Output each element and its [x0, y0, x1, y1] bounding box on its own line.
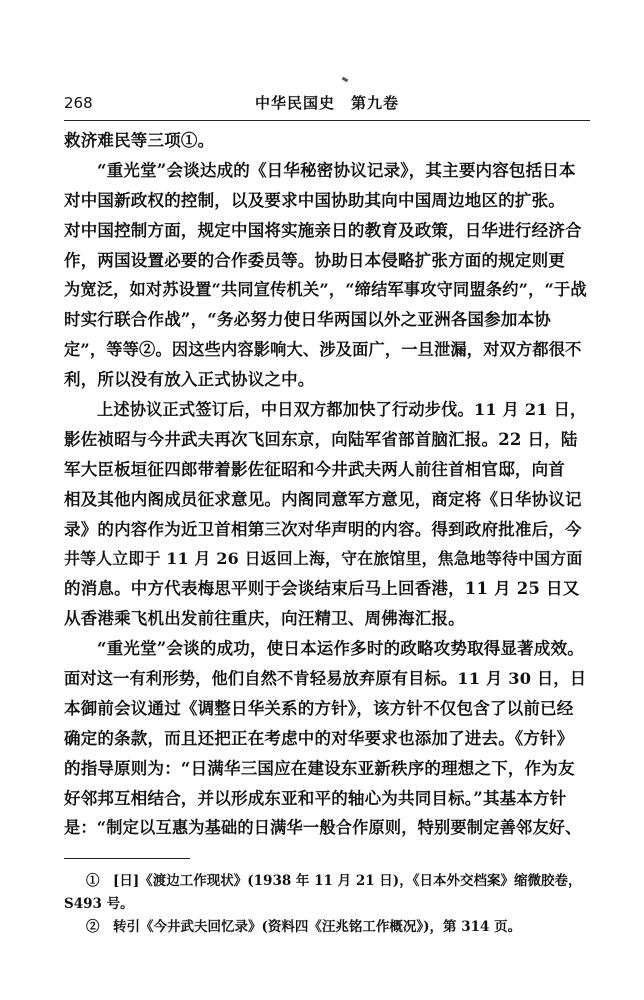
text-line: 是：“制定以互惠为基础的日满华一般合作原则，特别要制定善邻友好、 [64, 818, 582, 838]
text-line: 对中国控制方面，规定中国将实施亲日的教育及政策，日华进行经济合 [64, 220, 582, 240]
text-line: 确定的条款，而且还把正在考虑中的对华要求也添加了进去。《方针》 [64, 728, 574, 748]
running-title: 中华民国史 第九卷 [254, 94, 399, 112]
page-header [64, 92, 590, 118]
text-line: 影佐祯昭与今井武夫再次飞回东京，向陆军省部首脑汇报。22 日，陆 [64, 429, 578, 449]
text-line: 井等人立即于 11 月 26 日返回上海，守在旅馆里，焦急地等待中国方面 [64, 549, 583, 569]
footnote-line: S493 号。 [64, 896, 134, 912]
footnotes [64, 870, 590, 939]
text-line: 为宽泛，如对苏设置“共同宣传机关”，“缔结军事攻守同盟条约”，“于战 [64, 280, 587, 300]
text-line: 时实行联合作战”，“务必努力使日华两国以外之亚洲各国参加本协 [64, 310, 551, 330]
text-line: 军大臣板垣征四郎带着影佐征昭和今井武夫两人前往首相官邸，向首 [64, 459, 565, 479]
text-line: 利，所以没有放入正式协议之中。 [64, 370, 315, 390]
text-line: 本御前会议通过《调整日华关系的方针》，该方针不仅包含了以前已经 [64, 698, 574, 718]
footnote-line: ② 转引《今井武夫回忆录》(资料四《汪兆铭工作概况》)，第 314 页。 [86, 919, 522, 935]
footnote-line: ① [日]《渡边工作现状》(1938 年 11 月 21 日)，《日本外交档案》缩微胶卷， [86, 873, 582, 889]
text-line: “重光堂”会谈达成的《日华秘密协议记录》，其主要内容包括日本 [97, 160, 576, 180]
text-line: 救济难民等三项①。 [64, 131, 215, 150]
header-rule [64, 120, 590, 121]
text-line: 的指导原则为：“日满华三国应在建设东亚新秩序的理想之下，作为友 [64, 758, 575, 778]
text-line: “重光堂”会谈的成功，使日本运作多时的政略攻势取得显著成效。 [97, 639, 584, 659]
text-line: 定”，等等②。因这些内容影响大、涉及面广，一旦泄漏，对双方都很不 [64, 340, 582, 360]
text-line: 上述协议正式签订后，中日双方都加快了行动步伐。11 月 21 日， [97, 400, 587, 420]
footnote-rule [64, 858, 190, 859]
text-line: 面对这一有利形势，他们自然不肯轻易放弃原有目标。11 月 30 日，日 [64, 669, 587, 689]
text-line: 对中国新政权的控制，以及要求中国协助其向中国周边地区的扩张。 [64, 190, 565, 210]
text-line: 好邻邦互相结合，并以形成东亚和平的轴心为共同目标。”其基本方针 [64, 788, 567, 808]
text-line: 录》的内容作为近卫首相第三次对华声明的内容。得到政府批准后，今 [64, 519, 582, 539]
text-line: 的消息。中方代表梅思平则于会谈结束后马上回香港，11 月 25 日又 [64, 579, 580, 599]
scan-mark [342, 77, 349, 83]
text-line: 从香港乘飞机出发前往重庆，向汪精卫、周佛海汇报。 [64, 609, 465, 629]
body-text [64, 126, 590, 843]
text-line: 相及其他内阁成员征求意见。内阁同意军方意见，商定将《日华协议记 [64, 489, 582, 509]
page-number: 268 [64, 94, 93, 112]
text-line: 作，两国设置必要的合作委员等。协助日本侵略扩张方面的规定则更 [64, 250, 565, 270]
